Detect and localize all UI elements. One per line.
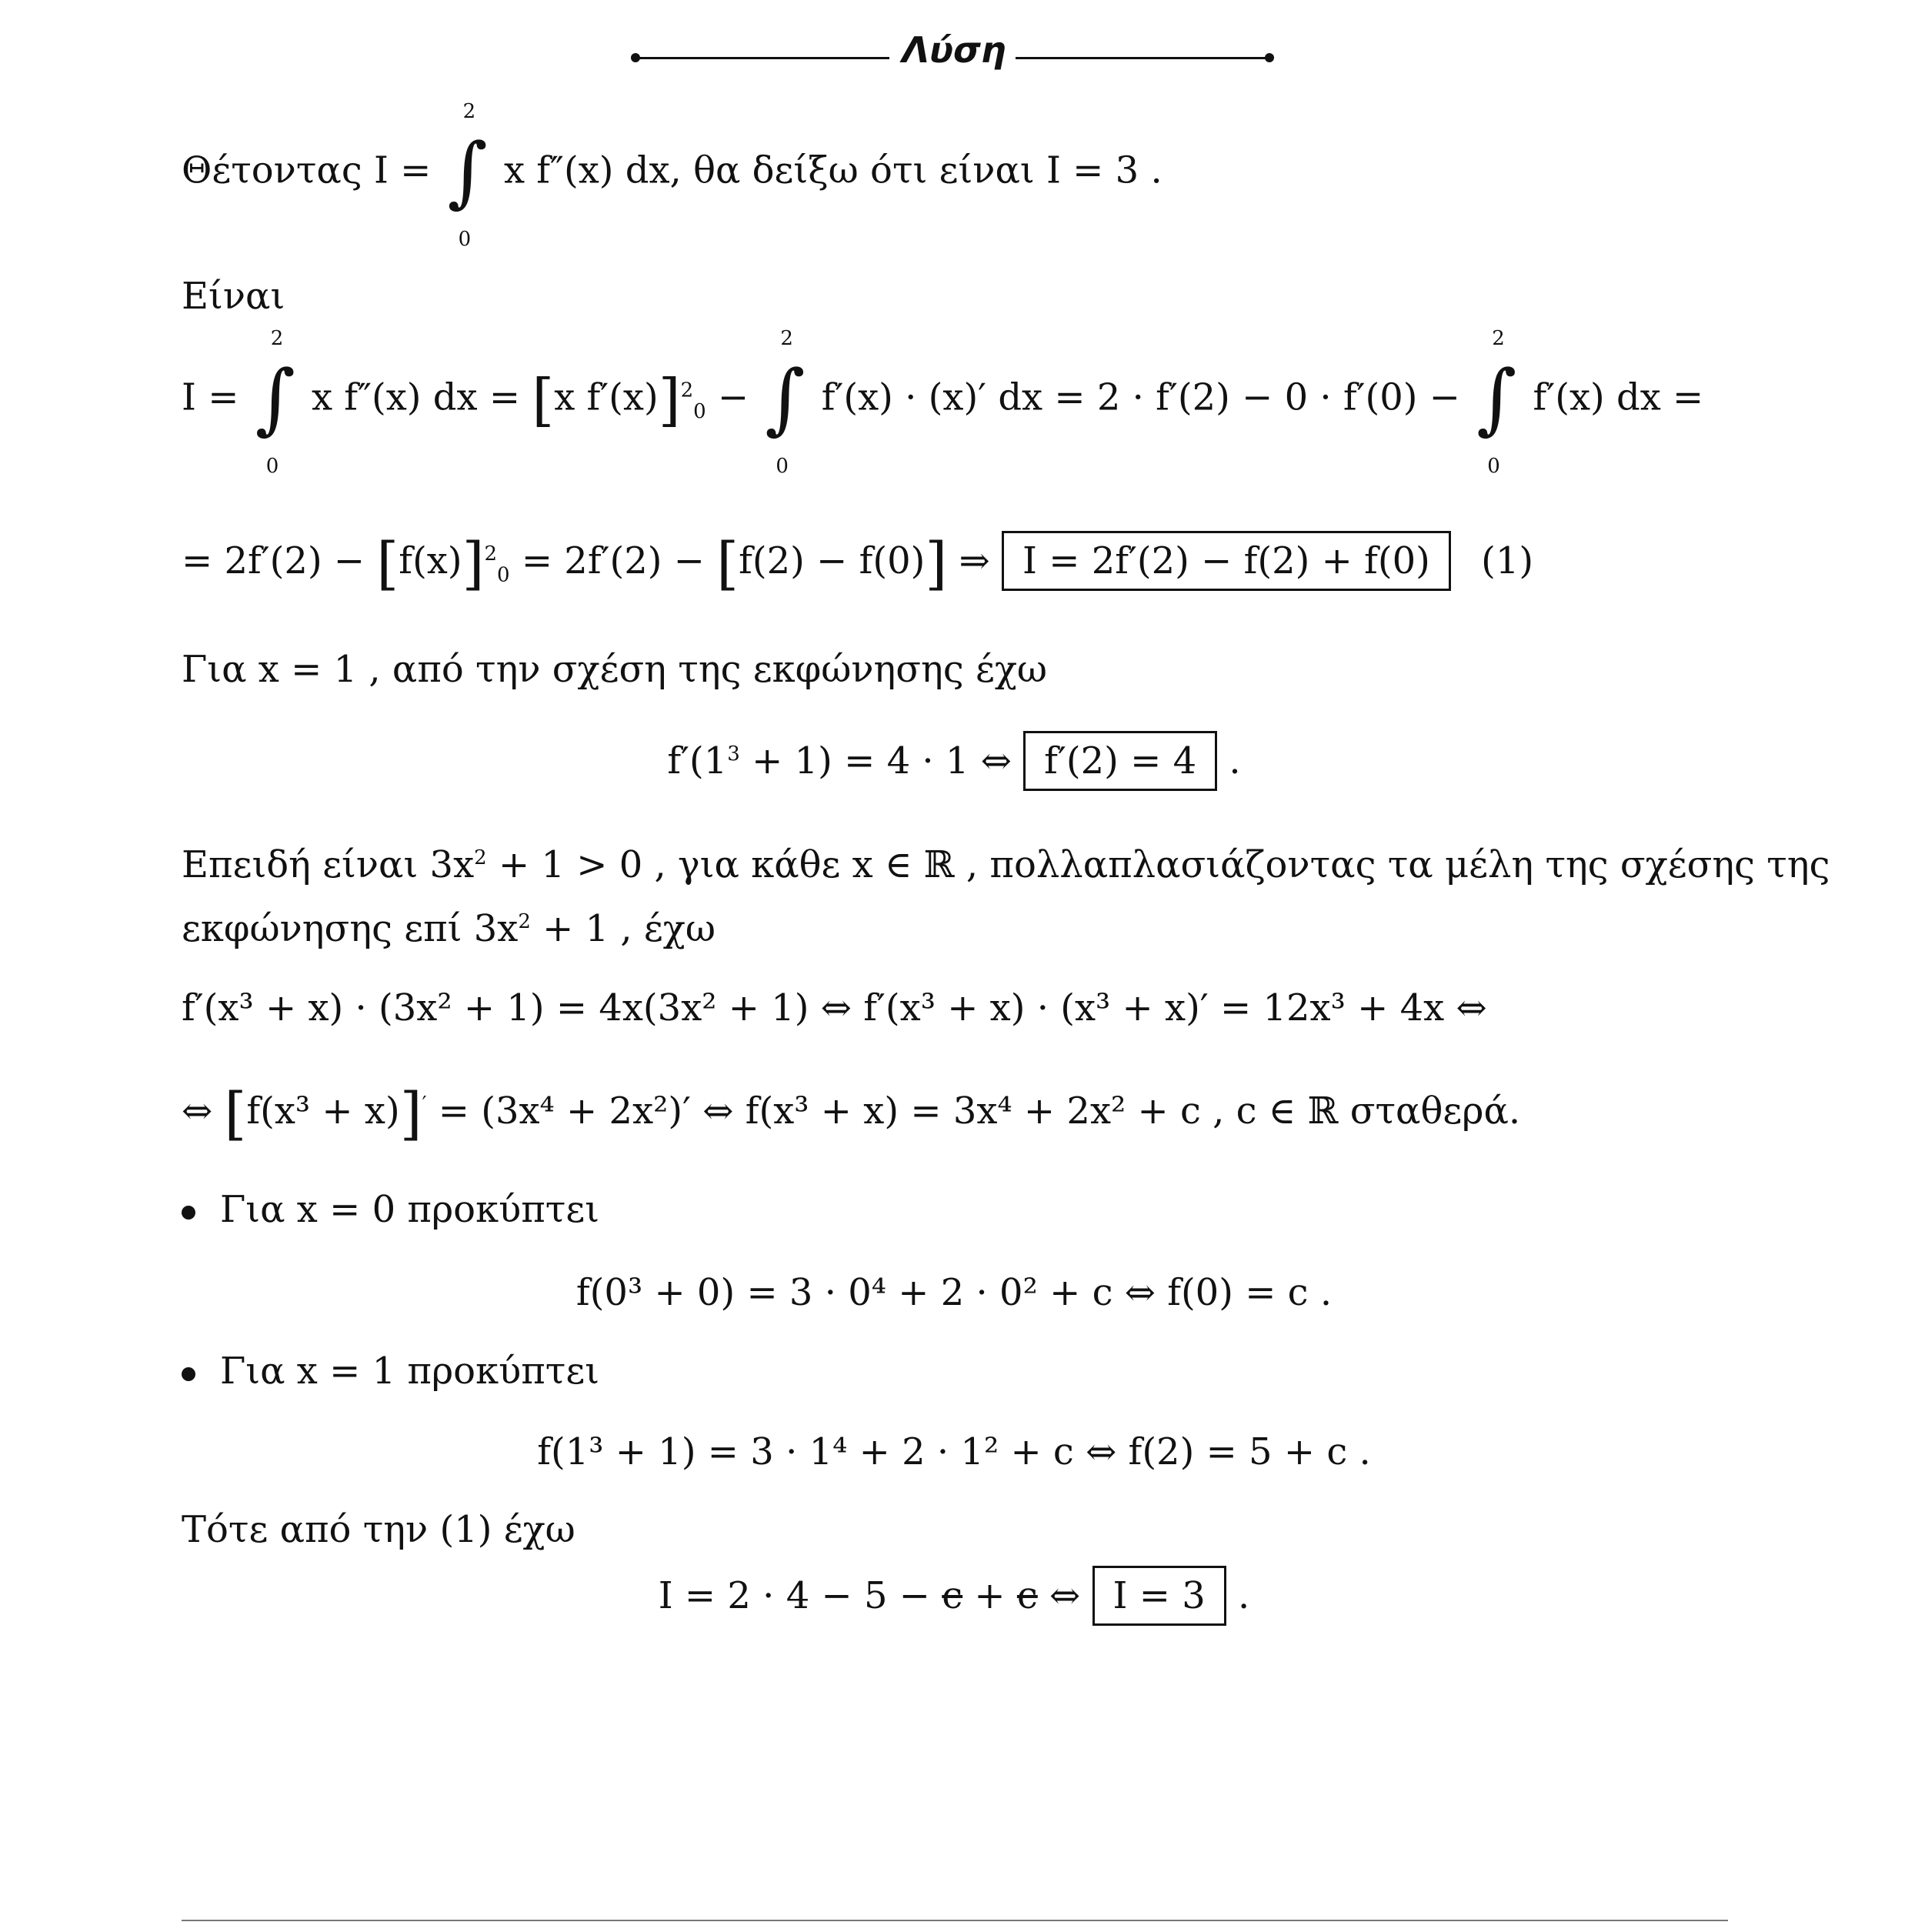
eq1-part1: x f″(x) dx = — [311, 375, 521, 419]
bullet2-text: Για x = 1 προκύπτει — [220, 1350, 600, 1393]
integral-lower: 0 — [776, 455, 789, 478]
integral-sign: 2 ∫ 0 — [765, 327, 806, 478]
integral-upper: 2 — [270, 327, 284, 350]
intro-integrand: x f″(x) dx — [503, 148, 670, 192]
equation-5: ⇔ [f(x³ + x)]′ = (3x⁴ + 2x²)′ ⇔ f(x³ + x) = 3x⁴ + 2x² + c , c ∈ ℝ σταθερά. — [182, 1080, 1521, 1147]
equation-6: f(0³ + 0) = 3 · 0⁴ + 2 · 0² + c ⇔ f(0) = c . — [575, 1271, 1333, 1314]
equation-8 — [0, 1566, 1908, 1626]
footer-rule — [182, 1920, 1728, 1921]
paragraph-line-1: Επειδή είναι $3x^2 + 1 > 0$ , για κάθε x ∈ ℝ , πολλαπλασιάζοντας τα μέλη της σχέσης της — [182, 843, 1830, 886]
bullet-item-1 — [182, 1186, 599, 1233]
bullet-dot — [182, 1367, 195, 1381]
eq3-lhs: f′(1 — [667, 739, 728, 782]
eq5-pre: ⇔ — [182, 1089, 213, 1133]
integral-lower: 0 — [1487, 455, 1500, 478]
eq8-arrow: ⇔ — [1049, 1574, 1081, 1617]
para2-a: εκφώνησης επί 3x — [182, 907, 519, 950]
eq8-lhs: I = 2 · 4 − 5 − — [658, 1574, 930, 1617]
equation-2: = $2f'(2) - [f(x)]^2_0 = 2f'(2) - [f(2) - f(0)]$ ⇒ I = 2f′(2) − f(2) + f(0) (1) — [182, 530, 1534, 597]
bracket-upper: 2 — [484, 542, 498, 566]
eq8-plus: + — [974, 1574, 1006, 1617]
eq1-part2: x f′(x) — [554, 375, 659, 419]
boxed-result-2: f′(2) = 4 — [1023, 731, 1217, 791]
intro-tail: , θα δείξω ότι είναι I = 3 . — [669, 148, 1162, 192]
integral-upper: 2 — [1492, 327, 1505, 350]
eq2-part2: f(x) — [399, 539, 462, 582]
eq1-lhs: I = — [182, 375, 239, 419]
integral-sign: 2 ∫ 0 — [255, 327, 295, 478]
title-right-rule — [1016, 57, 1269, 59]
integral-lower: 0 — [458, 228, 472, 251]
equation-1: I = 2 ∫ 0 x f″(x) dx = [x f′(x)]$^2_0$ − 2 ∫ 0 f′(x) · (x)′ dx = 2 · f′(2) − 0 · f′(0) − 2 ∫ 0 f′(x) dx = — [182, 327, 1704, 478]
bracket-upper: 2 — [680, 379, 694, 402]
para1-a: Επειδή είναι 3x — [182, 843, 475, 886]
equation-7: f(1³ + 1) = 3 · 1⁴ + 2 · 1² + c ⇔ f(2) = 5 + c . — [537, 1430, 1371, 1473]
paragraph-line-2: εκφώνησης επί $3x^2 + 1$ , έχω — [182, 907, 716, 950]
eq1-part5: f′(x) dx = — [1533, 375, 1704, 419]
eq3-end: . — [1229, 739, 1241, 782]
bracket-lower: 0 — [497, 563, 510, 587]
eq3-rest: + 1) = 4 · 1 ⇔ — [739, 739, 1012, 782]
einai-text: Είναι — [182, 275, 285, 318]
intro-line — [182, 100, 1162, 251]
eq2-part4: f(2) − f(0) — [739, 539, 926, 582]
cancelled-c-1: c — [942, 1574, 963, 1617]
title-right-dot — [1265, 53, 1274, 62]
eq2-part1: = 2f′(2) − — [182, 539, 365, 582]
para2-b: + 1 , έχω — [530, 907, 716, 950]
equation-3: $f'(1^3 + 1) = 4 \cdot 1$ ⇔ f′(2) = 4 . — [0, 731, 1908, 791]
eq5-inner: f(x³ + x) — [246, 1089, 400, 1133]
intro-lead: Θέτοντας I = — [182, 148, 432, 192]
bullet-item-2 — [182, 1348, 599, 1394]
eq1-part4: f′(x) · (x)′ dx = 2 · f′(2) − 0 · f′(0) − — [821, 375, 1461, 419]
title-left-rule — [635, 57, 889, 59]
page-title: Λύση — [902, 29, 1006, 71]
bullet1-text: Για x = 0 προκύπτει — [220, 1188, 600, 1231]
then-line: Τότε από την (1) έχω — [182, 1508, 575, 1551]
equation-tag: (1) — [1481, 539, 1534, 582]
eq2-part3: = 2f′(2) − — [521, 539, 705, 582]
title-row — [631, 29, 1277, 83]
eq5-rest: = (3x⁴ + 2x²)′ ⇔ f(x³ + x) = 3x⁴ + 2x² + c , c ∈ ℝ σταθερά. — [426, 1089, 1521, 1133]
integral-upper: 2 — [780, 327, 793, 350]
integral-upper: 2 — [462, 100, 476, 123]
boxed-final-result: I = 3 — [1092, 1566, 1226, 1626]
line-x1: Για x = 1 , από την σχέση της εκφώνησης έχω — [182, 648, 1048, 691]
equation-4: f′(x³ + x) · (3x² + 1) = 4x(3x² + 1) ⇔ f′(x³ + x) · (x³ + x)′ = 12x³ + 4x ⇔ — [182, 986, 1487, 1029]
integral-sign: 2 ∫ 0 — [1476, 327, 1517, 478]
bullet-dot — [182, 1206, 195, 1220]
cancelled-c-2: c — [1016, 1574, 1038, 1617]
eq1-part3: − — [717, 375, 749, 419]
eq8-end: . — [1238, 1574, 1250, 1617]
integral-lower: 0 — [265, 455, 279, 478]
bracket-lower: 0 — [693, 400, 706, 424]
eq2-arrow: ⇒ — [959, 539, 990, 582]
integral-sign: 2 ∫ 0 — [447, 100, 488, 251]
para1-b: + 1 > 0 , για κάθε x ∈ ℝ , πολλαπλασιάζοντας τα μέλη της σχέσης της — [486, 843, 1830, 886]
boxed-result-1: I = 2f′(2) − f(2) + f(0) — [1002, 531, 1451, 591]
